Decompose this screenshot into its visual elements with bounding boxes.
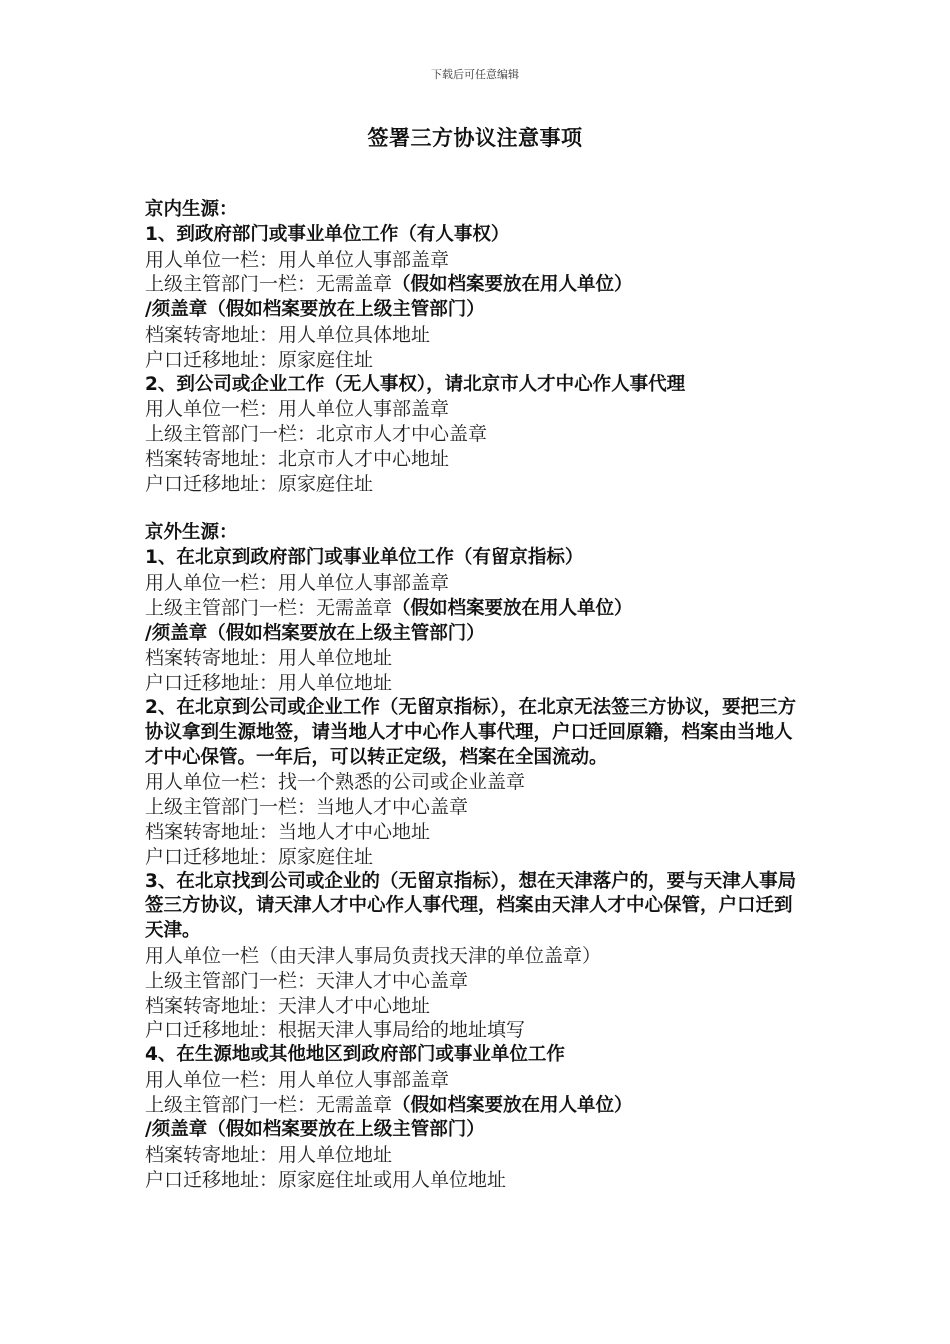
- supervisor-line: [145, 1093, 810, 1119]
- archive-line: 档案转寄地址：用人单位具体地址: [145, 323, 431, 346]
- employer-line: 用人单位一栏：用人单位人事部盖章: [145, 248, 450, 271]
- document-title: 签署三方协议注意事项: [367, 126, 583, 150]
- employer-line: 用人单位一栏（由天津人事局负责找天津的单位盖章）: [145, 944, 602, 967]
- supervisor-condition: （假如档案要放在用人单位）: [392, 274, 633, 296]
- supervisor-continuation: /须盖章（假如档案要放在上级主管部门）: [145, 1119, 485, 1141]
- supervisor-condition: （假如档案要放在用人单位）: [392, 1094, 633, 1116]
- supervisor-prefix: 上级主管部门一栏：无需盖章: [145, 1093, 393, 1116]
- supervisor-condition: （假如档案要放在用人单位）: [392, 597, 633, 619]
- supervisor-continuation: /须盖章（假如档案要放在上级主管部门）: [145, 299, 485, 321]
- hukou-line: 户口迁移地址：原家庭住址: [145, 348, 374, 371]
- item-title: 1、到政府部门或事业单位工作（有人事权）: [145, 223, 510, 245]
- header-note: 下载后可任意编辑: [431, 68, 519, 81]
- supervisor-line: 上级主管部门一栏：天津人才中心盖章: [145, 969, 469, 992]
- supervisor-line: [145, 272, 810, 298]
- archive-line: 档案转寄地址：天津人才中心地址: [145, 994, 431, 1017]
- item-title: 1、在北京到政府部门或事业单位工作（有留京指标）: [145, 547, 584, 569]
- employer-line: 用人单位一栏：用人单位人事部盖章: [145, 398, 450, 421]
- hukou-line: 户口迁移地址：原家庭住址: [145, 472, 374, 495]
- item-title: 2、到公司或企业工作（无人事权），请北京市人才中心作人事代理: [145, 373, 686, 395]
- archive-line: 档案转寄地址：北京市人才中心地址: [145, 447, 450, 470]
- section-heading-beijing-local: 京内生源：: [145, 199, 238, 220]
- hukou-line: 户口迁移地址：根据天津人事局给的地址填写: [145, 1019, 526, 1042]
- item-title: 3、在北京找到公司或企业的（无留京指标），想在天津落户的，要与天津人事局签三方协议，请天津人才中心作人事代理，档案由天津人才中心保管，户口迁到天津。: [145, 870, 797, 942]
- supervisor-line: 上级主管部门一栏：当地人才中心盖章: [145, 796, 469, 819]
- supervisor-continuation: /须盖章（假如档案要放在上级主管部门）: [145, 622, 485, 644]
- supervisor-prefix: 上级主管部门一栏：无需盖章: [145, 273, 393, 296]
- employer-line: 用人单位一栏：找一个熟悉的公司或企业盖章: [145, 771, 526, 794]
- supervisor-line: [145, 596, 810, 622]
- hukou-line: 户口迁移地址：原家庭住址或用人单位地址: [145, 1169, 507, 1192]
- archive-line: 档案转寄地址：当地人才中心地址: [145, 820, 431, 843]
- archive-line: 档案转寄地址：用人单位地址: [145, 1144, 393, 1167]
- employer-line: 用人单位一栏：用人单位人事部盖章: [145, 571, 450, 594]
- document-body: [145, 198, 810, 1193]
- supervisor-line: 上级主管部门一栏：北京市人才中心盖章: [145, 423, 488, 446]
- item-title: 4、在生源地或其他地区到政府部门或事业单位工作: [145, 1044, 565, 1066]
- hukou-line: 户口迁移地址：用人单位地址: [145, 672, 393, 695]
- archive-line: 档案转寄地址：用人单位地址: [145, 647, 393, 670]
- section-gap: [145, 497, 810, 522]
- employer-line: 用人单位一栏：用人单位人事部盖章: [145, 1068, 450, 1091]
- hukou-line: 户口迁移地址：原家庭住址: [145, 845, 374, 868]
- section-heading-non-beijing: 京外生源：: [145, 522, 238, 544]
- supervisor-prefix: 上级主管部门一栏：无需盖章: [145, 596, 393, 619]
- item-title: 2、在北京到公司或企业工作（无留京指标），在北京无法签三方协议，要把三方协议拿到生源地签，请当地人才中心作人事代理，户口迁回原籍，档案由当地人才中心保管。一年后，可以转正定级，档案在全国流动。: [145, 696, 797, 768]
